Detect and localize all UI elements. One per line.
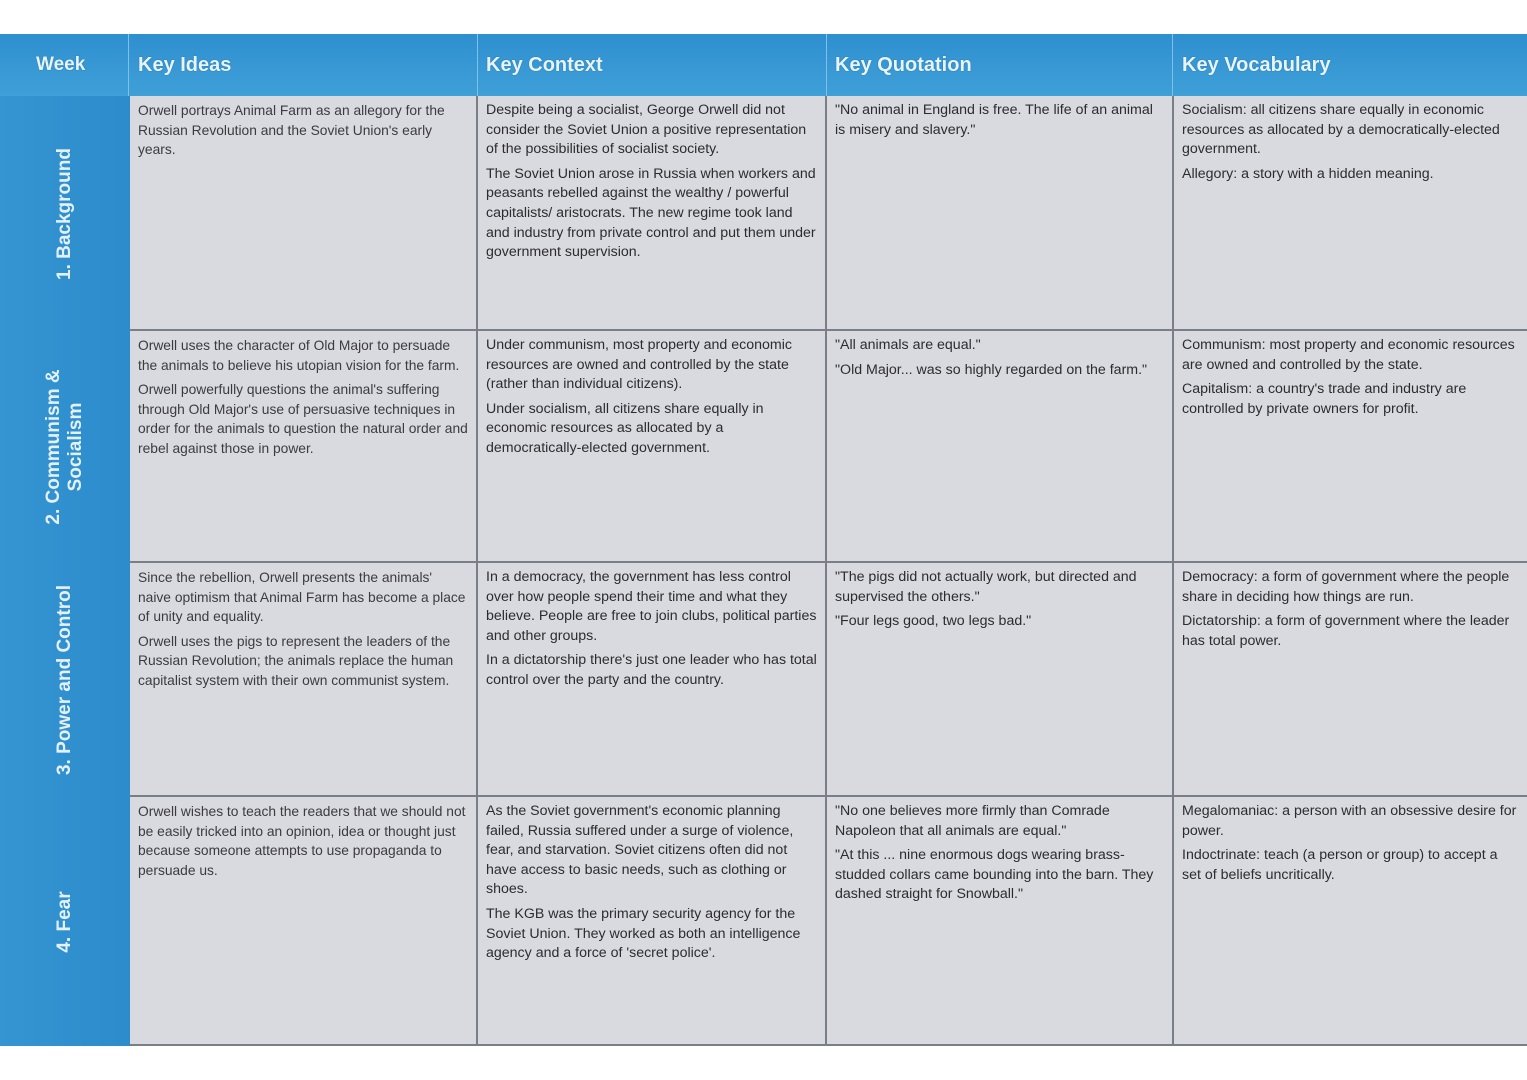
key-quotation-text: "No one believes more firmly than Comrade Napoleon that all animals are equal."	[835, 803, 1110, 839]
key-quotation-text: "At this ... nine enormous dogs wearing brass-studded collars came bounding into the barn. They dashed straight for Snowball."	[835, 847, 1154, 903]
header-key-vocabulary: Key Vocabulary	[1182, 54, 1331, 76]
key-vocabulary-text: Socialism: all citizens share equally in economic resources as allocated by a democratically-elected government.	[1182, 102, 1500, 158]
week-cell-4	[0, 797, 130, 1046]
header-divider	[826, 34, 827, 96]
key-idea-text: Orwell uses the character of Old Major to persuade the animals to believe his utopian vision for the farm.	[138, 338, 460, 373]
header-divider	[1172, 34, 1173, 96]
key-context-text: Under communism, most property and economic resources are owned and controlled by the state (rather than individual citizens).	[486, 337, 792, 393]
header-key-quotation: Key Quotation	[835, 54, 972, 76]
key-context-text: In a democracy, the government has less control over how people spend their time and what they believe. People are free to join clubs, political parties and other groups.	[486, 569, 817, 644]
key-vocabulary-text: Communism: most property and economic resources are owned and controlled by the state.	[1182, 337, 1515, 373]
key-context-text: Under socialism, all citizens share equally in economic resources as allocated by a democratically-elected government.	[486, 400, 764, 456]
key-context-text: As the Soviet government's economic planning failed, Russia suffered under a surge of violence, fear, and starvation. Soviet citizens often did not have access to basic needs, such as clothing or shoes.	[486, 803, 794, 898]
table-row	[130, 563, 1527, 797]
key-idea-text: Orwell portrays Animal Farm as an allegory for the Russian Revolution and the Soviet Union's early years.	[138, 103, 445, 158]
key-quotation-cell	[827, 96, 1174, 331]
week-cell-2	[0, 331, 130, 563]
week-label: 1. Background	[54, 147, 75, 280]
key-context-text: In a dictatorship there's just one leader who has total control over the party and the country.	[486, 652, 817, 688]
week-label: 2. Communism & Socialism	[43, 369, 86, 525]
key-vocabulary-cell	[1174, 96, 1527, 331]
key-quotation-text: "The pigs did not actually work, but directed and supervised the others."	[835, 569, 1137, 605]
key-ideas-cell	[130, 331, 478, 563]
key-vocabulary-text: Indoctrinate: teach (a person or group) to accept a set of beliefs uncritically.	[1182, 847, 1498, 883]
week-cell-3	[0, 563, 130, 797]
key-context-cell	[478, 797, 827, 1046]
key-quotation-cell	[827, 797, 1174, 1046]
key-vocabulary-cell	[1174, 797, 1527, 1046]
header-week: Week	[36, 54, 86, 75]
key-quotation-cell	[827, 331, 1174, 563]
table-row	[130, 96, 1527, 331]
key-context-text: The Soviet Union arose in Russia when workers and peasants rebelled against the wealthy / powerful capitalists/ aristocrats. The new regime took land and industry from private control and put them under government supervision.	[486, 165, 816, 261]
key-vocabulary-text: Dictatorship: a form of government where the leader has total power.	[1182, 613, 1510, 649]
key-context-cell	[478, 563, 827, 797]
header-key-context: Key Context	[486, 54, 603, 76]
key-vocabulary-text: Megalomaniac: a person with an obsessive desire for power.	[1182, 803, 1517, 839]
table-row	[130, 797, 1527, 1046]
header-divider	[128, 34, 129, 96]
key-ideas-cell	[130, 563, 478, 797]
header-key-ideas: Key Ideas	[138, 54, 232, 76]
key-quotation-text: "Old Major... was so highly regarded on the farm."	[835, 361, 1148, 378]
key-quotation-text: "Four legs good, two legs bad."	[835, 613, 1032, 630]
key-context-text: Despite being a socialist, George Orwell did not consider the Soviet Union a positive representation of the possibilities of socialist society.	[486, 102, 807, 158]
key-vocabulary-cell	[1174, 563, 1527, 797]
key-context-cell	[478, 331, 827, 563]
key-ideas-cell	[130, 96, 478, 331]
key-vocabulary-text: Democracy: a form of government where the people share in deciding how things are run.	[1182, 569, 1510, 605]
key-vocabulary-text: Capitalism: a country's trade and industry are controlled by private owners for profit.	[1182, 381, 1467, 417]
header-divider	[477, 34, 478, 96]
key-context-text: The KGB was the primary security agency for the Soviet Union. They worked as both an intelligence agency and a force of 'secret police'.	[486, 905, 801, 962]
key-context-cell	[478, 96, 827, 331]
week-cell-1	[0, 96, 130, 331]
table-header	[0, 34, 1527, 96]
key-quotation-text: "All animals are equal."	[835, 337, 981, 353]
key-quotation-cell	[827, 563, 1174, 797]
key-idea-text: Orwell powerfully questions the animal's suffering through Old Major's use of persuasive techniques in order for the animals to question the natural order and rebel against those in power.	[138, 382, 468, 456]
week-label: 4. Fear	[54, 890, 75, 953]
key-vocabulary-text: Allegory: a story with a hidden meaning.	[1182, 165, 1434, 182]
week-label: 3. Power and Control	[54, 584, 75, 776]
key-idea-text: Orwell wishes to teach the readers that we should not be easily tricked into an opinion, idea or thought just because someone attempts to use propaganda to persuade us.	[138, 804, 466, 878]
key-idea-text: Since the rebellion, Orwell presents the animals' naive optimism that Animal Farm has become a place of unity and equality.	[138, 570, 466, 625]
key-quotation-text: "No animal in England is free. The life of an animal is misery and slavery."	[835, 102, 1153, 138]
key-ideas-cell	[130, 797, 478, 1046]
key-vocabulary-cell	[1174, 331, 1527, 563]
table-row	[130, 331, 1527, 563]
key-idea-text: Orwell uses the pigs to represent the leaders of the Russian Revolution; the animals replace the human capitalist system with their own communist system.	[138, 633, 454, 688]
knowledge-organiser-table	[0, 34, 1527, 1046]
